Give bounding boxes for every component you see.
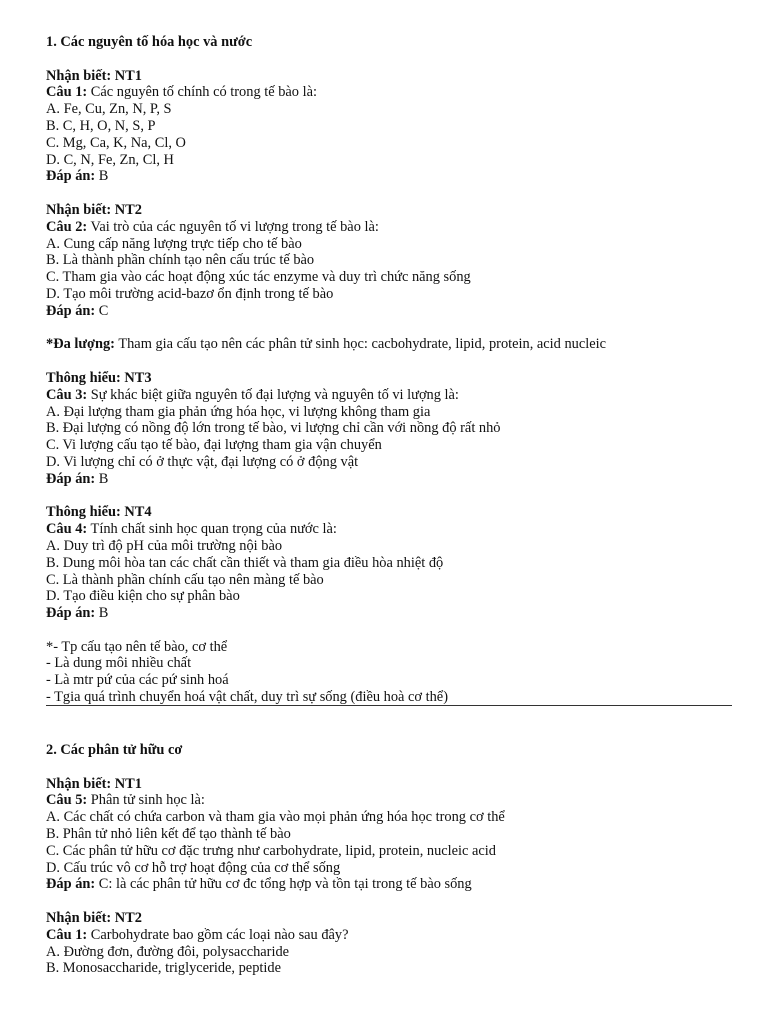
question-block xyxy=(46,910,736,977)
answer-label: Đáp án: xyxy=(46,302,96,319)
answer-line xyxy=(46,168,736,185)
question-text: Sự khác biệt giữa nguyên tố đại lượng và nguyên tố vi lượng là: xyxy=(87,386,459,403)
question-label: Câu 3: xyxy=(46,386,88,403)
option-b: B. Dung môi hòa tan các chất cần thiết và tham gia điều hòa nhiệt độ xyxy=(46,554,444,571)
question-text: Phân tử sinh học là: xyxy=(87,792,205,809)
option-c: C. Là thành phần chính cấu tạo nên màng tế bào xyxy=(46,571,324,588)
section-2 xyxy=(46,742,736,977)
question-stem xyxy=(46,84,736,101)
answer-line xyxy=(46,605,736,622)
option-b: B. C, H, O, N, S, P xyxy=(46,117,156,134)
question-stem xyxy=(46,927,736,944)
question-level: Nhận biết: NT2 xyxy=(46,909,142,926)
question-level: Thông hiểu: NT3 xyxy=(46,369,152,386)
question-text: Carbohydrate bao gồm các loại nào sau đây? xyxy=(87,926,349,943)
answer-value: C xyxy=(95,302,109,319)
option-d: D. Vi lượng chỉ có ở thực vật, đại lượng có ở động vật xyxy=(46,453,359,470)
question-level: Nhận biết: NT1 xyxy=(46,775,142,792)
question-stem xyxy=(46,792,736,809)
question-label: Câu 5: xyxy=(46,792,88,809)
option-d: D. Cấu trúc vô cơ hỗ trợ hoạt động của cơ thể sống xyxy=(46,859,341,876)
question-text: Các nguyên tố chính có trong tế bào là: xyxy=(87,84,317,101)
answer-line xyxy=(46,471,736,488)
question-label: Câu 1: xyxy=(46,84,88,101)
macro-element-note xyxy=(46,336,736,353)
note-label: *Đa lượng: xyxy=(46,336,115,353)
question-text: Vai trò của các nguyên tố vi lượng trong tế bào là: xyxy=(87,218,379,235)
option-b: B. Là thành phần chính tạo nên cấu trúc tế bào xyxy=(46,252,315,269)
option-c: C. Vi lượng cấu tạo tế bào, đại lượng tham gia vận chuyển xyxy=(46,437,382,454)
question-block xyxy=(46,202,736,320)
note-item: *- Tp cấu tạo nên tế bào, cơ thể xyxy=(46,638,228,655)
section-1 xyxy=(46,34,736,706)
water-notes xyxy=(46,639,736,706)
note-item: - Là dung môi nhiều chất xyxy=(46,655,192,672)
answer-label: Đáp án: xyxy=(46,168,96,185)
answer-label: Đáp án: xyxy=(46,876,96,893)
question-stem xyxy=(46,387,736,404)
answer-line xyxy=(46,876,736,893)
section-2-title: 2. Các phân tử hữu cơ xyxy=(46,742,183,758)
question-stem xyxy=(46,219,736,236)
question-label: Câu 1: xyxy=(46,926,88,943)
question-label: Câu 2: xyxy=(46,218,88,235)
option-d: D. Tạo môi trường acid-bazơ ổn định trong tế bào xyxy=(46,285,334,302)
question-level: Nhận biết: NT2 xyxy=(46,201,142,218)
question-block xyxy=(46,776,736,894)
answer-value: B xyxy=(95,470,109,487)
question-level: Nhận biết: NT1 xyxy=(46,67,142,84)
question-text: Tính chất sinh học quan trọng của nước là: xyxy=(87,521,337,538)
question-label: Câu 4: xyxy=(46,521,88,538)
answer-line xyxy=(46,303,736,320)
option-d: D. Tạo điều kiện cho sự phân bào xyxy=(46,588,240,605)
option-a: A. Cung cấp năng lượng trực tiếp cho tế bào xyxy=(46,235,302,252)
section-1-title: 1. Các nguyên tố hóa học và nước xyxy=(46,34,253,50)
answer-value: C: là các phân tử hữu cơ đc tổng hợp và tồn tại trong tế bào sống xyxy=(95,876,472,893)
section-divider xyxy=(46,705,732,706)
option-d: D. C, N, Fe, Zn, Cl, H xyxy=(46,151,174,168)
option-b: B. Phân tử nhỏ liên kết để tạo thành tế bào xyxy=(46,825,291,842)
option-a: A. Duy trì độ pH của môi trường nội bào xyxy=(46,537,283,554)
question-level: Thông hiểu: NT4 xyxy=(46,504,152,521)
question-block xyxy=(46,370,736,488)
option-a: A. Các chất có chứa carbon và tham gia vào mọi phản ứng hóa học trong cơ thể xyxy=(46,809,505,826)
question-block xyxy=(46,68,736,186)
option-c: C. Tham gia vào các hoạt động xúc tác enzyme và duy trì chức năng sống xyxy=(46,269,471,286)
option-c: C. Mg, Ca, K, Na, Cl, O xyxy=(46,134,186,151)
option-b: B. Đại lượng có nồng độ lớn trong tế bào, vi lượng chỉ cần với nồng độ rất nhỏ xyxy=(46,420,501,437)
option-b: B. Monosaccharide, triglyceride, peptide xyxy=(46,960,281,977)
answer-label: Đáp án: xyxy=(46,470,96,487)
note-item: - Là mtr pứ của các pứ sinh hoá xyxy=(46,672,229,689)
answer-label: Đáp án: xyxy=(46,605,96,622)
answer-value: B xyxy=(95,168,109,185)
option-a: A. Đại lượng tham gia phản ứng hóa học, vi lượng không tham gia xyxy=(46,403,431,420)
option-a: A. Fe, Cu, Zn, N, P, S xyxy=(46,101,172,118)
question-stem xyxy=(46,521,736,538)
note-text: Tham gia cấu tạo nên các phân tử sinh học: cacbohydrate, lipid, protein, acid nucleic xyxy=(114,336,607,353)
question-block xyxy=(46,504,736,622)
option-c: C. Các phân tử hữu cơ đặc trưng như carbohydrate, lipid, protein, nucleic acid xyxy=(46,842,497,859)
answer-value: B xyxy=(95,605,109,622)
note-item: - Tgia quá trình chuyển hoá vật chất, duy trì sự sống (điều hoà cơ thể) xyxy=(46,689,448,706)
option-a: A. Đường đơn, đường đôi, polysaccharide xyxy=(46,943,290,960)
